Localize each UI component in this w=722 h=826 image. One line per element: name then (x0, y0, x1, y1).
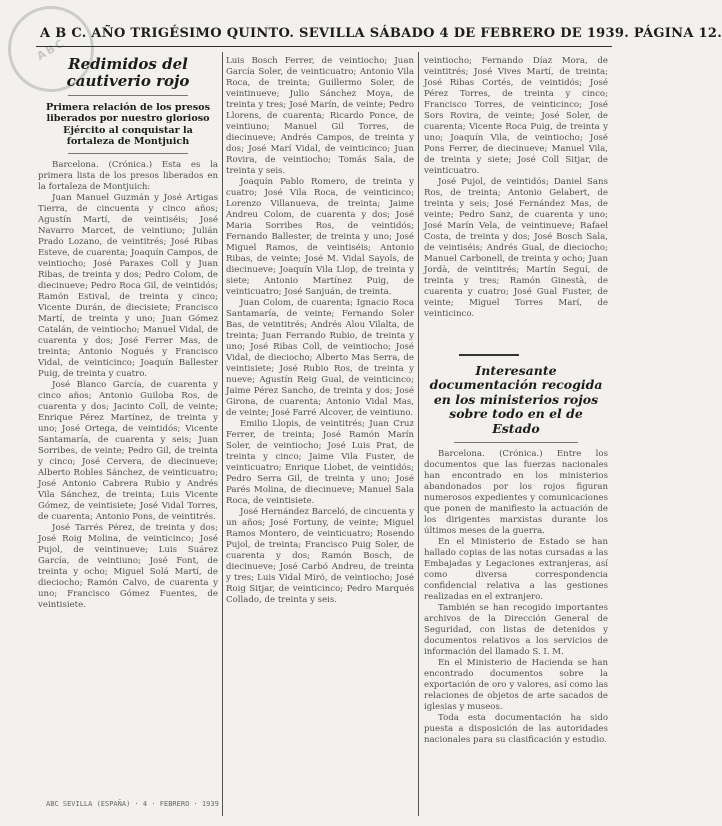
article-divider (459, 354, 519, 356)
article2-paragraph: Joaquín Pablo Romero, de treinta y cuatro; José Vila Roca, de veinticinco; Lorenzo Villanueva, de treinta; Jaime Andreu Colom, de cuarenta y dos; José Maria Sorribes Ros, de veintidós; Fernando Ballester, de treinta y uno; José Miguel Ramos, de veintiséis; Antonio Ribas, de veinte; José M. Vidal Sayols, de diecinueve; Joaquín Vila Llop, de treinta y siete; Antonio Martínez Puig, de veinticuatro; José Sanjuán, de treinta. (226, 177, 414, 297)
article3-paragraph: José Pujol, de veintidós; Daniel Sans Ros, de treinta; Antonio Gelabert, de treinta y seis; José Fernández Mas, de veinte; Pedro Sanz, de cuarenta y uno; José Marín Vela, de veintinueve; Rafael Costa, de treinta y dos; José Bosch Sala, de veintiséis; Andrés Gual, de dieciocho; Manuel Carbonell, de treinta y ocho; Juan Jordà, de veintitrés; Martín Seguí, de treinta y tres; Ramón Ginestà, de cuarenta y cuatro; José Gual Fuster, de veinte; Miguel Torres Marí, de veinticinco. (424, 177, 608, 319)
article1-paragraph: José Blanco García, de cuarenta y cinco años; Antonio Guiloba Ros, de cuarenta y dos; Jacinto Coll, de veinte; Enrique Pérez Martínez, de treinta y uno; José Ortega, de veintidós; Vicente Santamaría, de cuarenta y seis; Juan Sorribes, de veinte; Pedro Gil, de treinta y cinco; José Cervera, de diecinueve; Alberto Robles Sánchez, de veinticuatro; José Antonio Cabrera Rubio y Andrés Vila Sánchez, de treinta; Luis Vicente Gómez, de veintisiete; José Vidal Torres, de cuarenta; Antonio Pons, de veintitrés. (38, 379, 218, 522)
article2-paragraph: Emilio Llopis, de veintitrés; Juan Cruz Ferrer, de treinta; José Ramón Marín Soler, de veintiocho; José Luis Prat, de treinta y cinco; Jaime Vila Fuster, de veinticuatro; Enrique Llobet, de veintidós; Pedro Serra Gil, de treinta y uno; José Parés Molina, de diecinueve; Manuel Sala Roca, de veintisiete. (226, 419, 414, 506)
article4-paragraph: Toda esta documentación ha sido puesta a disposición de las autoridades nacionales para su clasificación y estudio. (424, 712, 608, 745)
abc-watermark-stamp: ABC (0, 0, 110, 108)
article4-headline: Interesante documentación recogida en los ministerios rojos sobre todo en el de Estado (429, 363, 603, 436)
separator (68, 153, 188, 154)
article2-paragraph: José Hernández Barceló, de cincuenta y un años; José Fortuny, de veinte; Miguel Ramos Montero, de veinticuatro; Rosendo Pujol, de treinta; Francisco Puig Soler, de cuarenta y dos; Ramón Bosch, de diecinueve; José Carbó Andreu, de treinta y tres; Luis Vidal Miró, de veintiocho; José Roig Sitjar, de veinticinco; Pedro Marqués Collado, de treinta y seis. (226, 507, 414, 605)
page-footer: ABC SEVILLA (ESPAÑA) · 4 · FEBRERO · 1939 (46, 800, 219, 808)
article1-paragraph: Juan Manuel Guzmán y José Artigas Tierra, de cincuenta y cinco años; Agustín Martí, de veintiséis; José Navarro Marcet, de veintiuno; Julián Prado Lozano, de veintitrés; José Ribas Esteve, de cuarenta; Joaquín Campos, de veintiocho; José Paraxes Coll y Juan Ribas, de treinta y dos; Pedro Colom, de diecinueve; Pedro Roca Gil, de veintidós; Ramón Estival, de treinta y cinco; Vicente Durán, de diecisiete; Francisco Martí, de treinta y uno; Juan Gómez Catalán, de veintiocho; Manuel Vidal, de cuarenta y dos; José Ferrer Mas, de treinta; Antonio Nogués y Francisco Vidal, de veinticinco; Joaquín Ballester Puig, de treinta y cuatro. (38, 192, 218, 379)
article2-paragraph: Juan Colom, de cuarenta; Ignacio Roca Santamaría, de veinte; Fernando Soler Bas, de veintitrés; Andrés Alou Vilalta, de treinta; Juan Ferrando Rubio, de treinta y uno; José Ribas Coll, de veintiocho; José Vidal, de dieciocho; Alberto Mas Serra, de veintisiete; José Rubio Ros, de treinta y nueve; Agustín Reig Gual, de veinticinco; Jaime Pérez Sancho, de treinta y dos; José Girona, de cuarenta; Antonio Vidal Mas, de veinte; José Farré Alcover, de veintiuno. (226, 298, 414, 418)
separator (68, 95, 188, 96)
article1-dateline: Barcelona. (Crónica.) Esta es la primera lista de los presos liberados en la fortaleza de Montjuich: (38, 159, 218, 192)
article3-paragraph: veintiocho; Fernando Díaz Mora, de veintitrés; José Vives Martí, de treinta; José Ribas Cortés, de veintidós; José Pérez Torres, de treinta y cinco; Francisco Torres, de veinticinco; José Sors Rovira, de veinte; José Soler, de cuarenta; Vicente Roca Puig, de treinta y uno; Joaquín Vila, de veintiocho; José Pons Ferrer, de diecinueve; Manuel Vila, de treinta y siete; José Coll Sitjar, de veinticuatro. (424, 56, 608, 176)
article4-paragraph: En el Ministerio de Hacienda se han encontrado documentos sobre la exportación de oro y valores, así como las relaciones de objetos de arte sacados de iglesias y museos. (424, 657, 608, 712)
article4-paragraph: Barcelona. (Crónica.) Entre los documentos que las fuerzas nacionales han encontrado en los ministerios abandonados por los rojos figuran numerosos expedientes y comunicaciones que ponen de manifiesto la actuación de los dirigentes marxistas durante los últimos meses de la guerra. (424, 448, 608, 536)
article1-paragraph: José Tarrés Pérez, de treinta y dos; José Roig Molina, de veinticinco; José Pujol, de veintinueve; Luis Suárez García, de veintiuno; José Font, de treinta y ocho; Miguel Solá Martí, de dieciocho; Ramón Calvo, de cuarenta y uno; Francisco Gómez Fuentes, de veintisiete. (38, 522, 218, 610)
article4-body (424, 449, 608, 746)
article2-body (226, 56, 414, 606)
page-header: A B C. AÑO TRIGÉSIMO QUINTO. SEVILLA SÁBADO 4 DE FEBRERO DE 1939. PÁGINA 12. (40, 26, 722, 41)
article1-headline: Redimidos del cautiverio rojo (66, 55, 190, 91)
separator (454, 442, 578, 443)
column-rule-1 (222, 52, 223, 816)
article4-paragraph: En el Ministerio de Estado se han hallado copias de las notas cursadas a las Embajadas y Legaciones extranjeras, así como diversa correspondencia confidencial relativa a las gestiones realizadas en el extranjero. (424, 536, 608, 602)
column-3 (424, 56, 608, 800)
column-2 (226, 56, 414, 800)
column-1 (38, 56, 218, 800)
article3-body (424, 56, 608, 346)
article4-paragraph: También se han recogido importantes archivos de la Dirección General de Seguridad, con listas de detenidos y documentos relativos a los servicios de información del llamado S. I. M. (424, 602, 608, 657)
column-rule-2 (418, 52, 419, 816)
header-rule (36, 46, 612, 47)
article1-body (38, 160, 218, 611)
article1-subhead: Primera relación de los presos liberados por nuestro glorioso Ejército al conquistar la fortaleza de Montjuich (45, 101, 210, 147)
article2-paragraph: Luis Bosch Ferrer, de veintiocho; Juan García Soler, de veinticuatro; Antonio Vila Roca, de treinta; Guillermo Soler, de veintinueve; Julio Sánchez Moya, de treinta y tres; José Marín, de veinte; Pedro Llorens, de cuarenta; Ricardo Ponce, de veintiuno; Manuel Gil Torres, de diecinueve; Andrés Campos, de treinta y dos; José Marí Vidal, de veinticinco; Juan Rovira, de veintiocho; Tomás Sala, de treinta y seis. (226, 56, 414, 176)
